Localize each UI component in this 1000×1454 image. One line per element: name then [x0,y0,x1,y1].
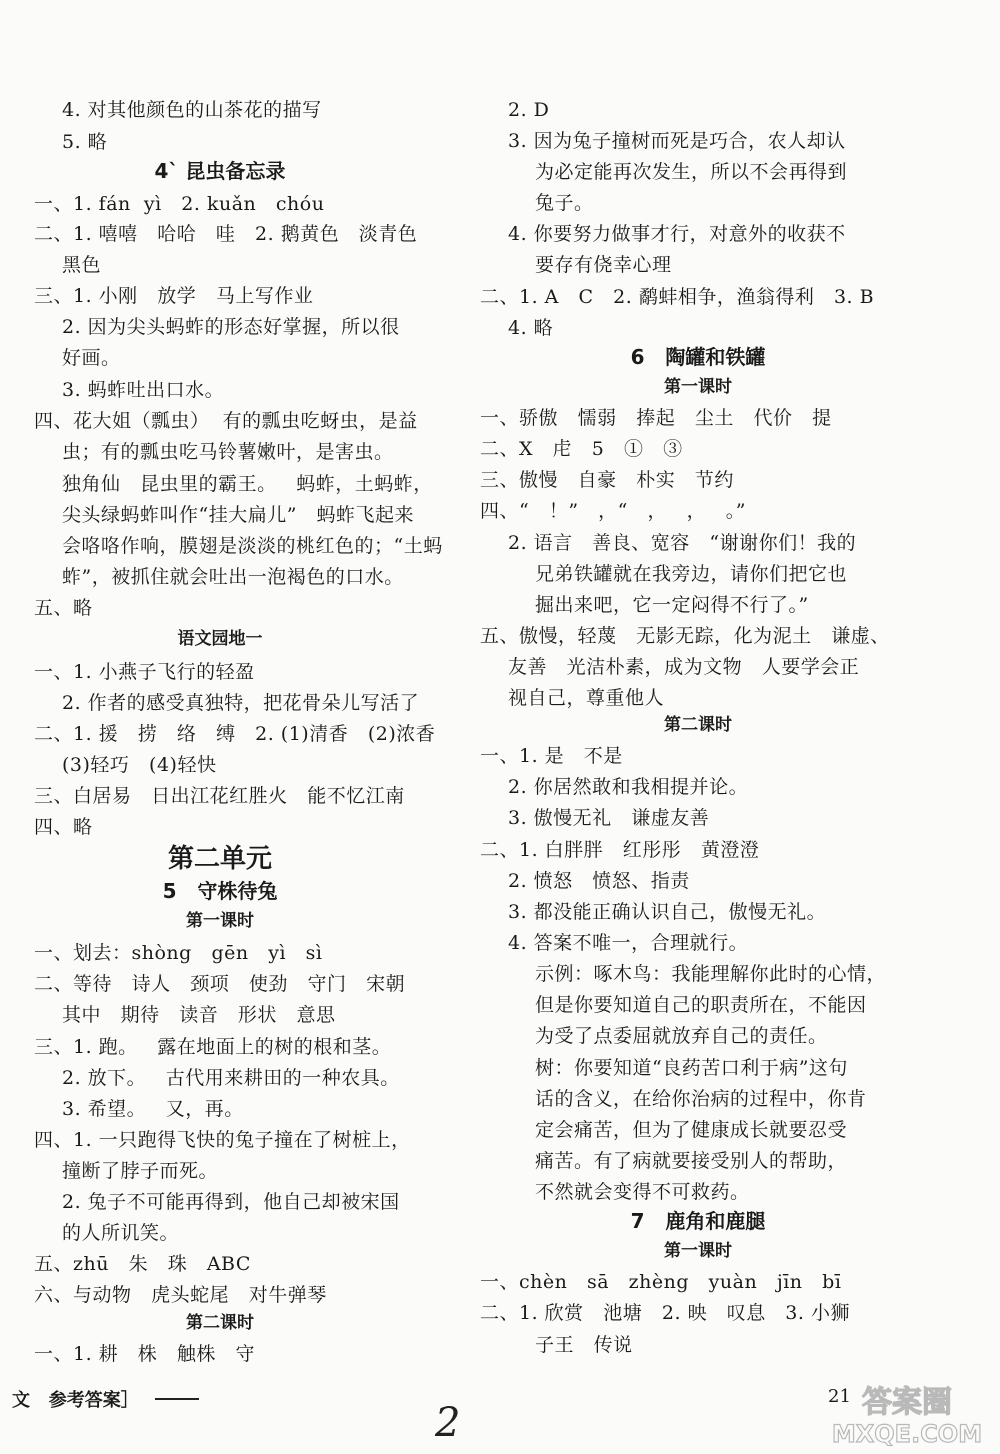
answer-line: 五、傲慢，轻蔑 无影无踪，化为泥土 谦虚、 [480,625,890,647]
answer-line: 二、1. 援 捞 络 缚 2. (1)清香 (2)浓香 [34,723,436,745]
answer-line: 尖头绿蚂蚱叫作“挂大扁儿” 蚂蚱飞起来 [62,504,415,526]
answer-line: 2. 兔子不可能再得到，他自己却被宋国 [62,1191,400,1213]
answer-line: 3. 蚂蚱吐出口水。 [62,379,225,401]
answer-line: 好画。 [62,347,121,369]
watermark-logo [822,1376,992,1448]
answer-line: 视自己，尊重他人 [508,687,665,709]
answer-line: 四、略 [34,816,93,838]
answer-line: 一、chèn sā zhèng yuàn jīn bī [480,1271,842,1293]
answer-line: 二、1. A C 2. 鹬蚌相争，渔翁得利 3. B [480,286,875,308]
answer-line: 黑色 [62,254,102,276]
lesson-heading: 4` 昆虫备忘录 [154,159,286,183]
answer-line: 二、X 虍 5 ① ③ [480,438,683,460]
answer-line: 3. 都没能正确认识自己，傲慢无礼。 [508,901,827,923]
lesson-heading: 6 陶罐和铁罐 [630,345,766,369]
answer-line: 为必定能再次发生，所以不会再得到 [535,161,848,183]
answer-line: 4. 你要努力做事才行，对意外的收获不 [508,223,846,245]
unit-heading: 第二单元 [167,844,272,874]
answer-line: 友善 光洁朴素，成为文物 人要学会正 [508,656,860,678]
answer-line: 但是你要知道自己的职责所在，不能因 [535,994,867,1016]
answer-line: 痛苦。有了病就要接受别人的帮助， [535,1150,848,1172]
answer-line: 三、白居易 日出江花红胜火 能不忆江南 [34,785,405,807]
answer-line: 蚱”，被抓住就会吐出一泡褐色的口水。 [62,566,404,588]
answer-line: 二、1. 欣赏 池塘 2. 映 叹息 3. 小狮 [480,1302,850,1324]
answer-line: 五、略 [34,597,93,619]
answer-line: 二、1. 白胖胖 红彤彤 黄澄澄 [480,839,760,861]
lesson-heading: 7 鹿角和鹿腿 [630,1209,766,1233]
session-heading: 第一课时 [664,1241,732,1261]
answer-line: 4. 对其他颜色的山茶花的描写 [62,99,322,121]
section-heading: 语文园地一 [177,629,263,649]
session-heading: 第二课时 [664,715,732,735]
answer-line: 2. 愤怒 愤怒、指责 [508,870,690,892]
answer-line: 一、1. 是 不是 [480,745,623,767]
answer-line: 2. D [508,99,550,121]
answer-line: 4. 略 [508,317,554,339]
answer-line: 为受了点委屈就放弃自己的责任。 [535,1025,828,1047]
watermark-text-top: 答案圈 [862,1385,952,1420]
answer-line: 2. 语言 善良、宽容 “谢谢你们！我的 [508,532,857,554]
answer-line: 话的含义，在给你治病的过程中，你肯 [535,1088,867,1110]
answer-line: 会咯咯作响，膜翅是淡淡的桃红色的；“土蚂 [62,535,443,557]
answer-line: 要存有侥幸心理 [535,254,672,276]
answer-line: 兔子。 [535,192,594,214]
answer-line: 撞断了脖子而死。 [62,1160,219,1182]
answer-line: 3. 希望。 又，再。 [62,1098,244,1120]
answer-line: 5. 略 [62,131,108,153]
answer-line: 不然就会变得不可救药。 [535,1181,750,1203]
page-number: 21 [828,1386,851,1407]
answer-line: 独角仙 昆虫里的霸王。 蚂蚱，土蚂蚱， [62,473,433,495]
answer-line: 子王 传说 [535,1334,633,1356]
answer-line: 一、1. fán yì 2. kuǎn chóu [34,193,325,215]
answer-line: 掘出来吧，它一定闷得不行了。” [535,594,809,616]
answer-line: 四、花大姐（瓢虫） 有的瓢虫吃蚜虫，是益 [34,410,418,432]
answer-line: 一、骄傲 懦弱 捧起 尘土 代价 提 [480,407,832,429]
answer-line: 四、“ ！” ，“ ， ， 。” [480,500,746,522]
answer-line: 4. 答案不唯一，合理就行。 [508,932,749,954]
answer-line: 四、1. 一只跑得飞快的兔子撞在了树桩上， [34,1129,411,1151]
session-heading: 第二课时 [186,1313,254,1333]
session-heading: 第一课时 [186,911,254,931]
answer-line: 示例：啄木鸟：我能理解你此时的心情， [535,963,887,985]
answer-line: 3. 因为兔子撞树而死是巧合，农人却认 [508,130,846,152]
answer-line: 3. 傲慢无礼 谦虚友善 [508,807,710,829]
answer-line: 二、1. 嘻嘻 哈哈 哇 2. 鹅黄色 淡青色 [34,223,418,245]
answer-line: 的人所讥笑。 [62,1222,180,1244]
answer-line: 三、1. 小刚 放学 马上写作业 [34,285,314,307]
answer-line: 2. 因为尖头蚂蚱的形态好掌握，所以很 [62,316,400,338]
footer-label: 文 参考答案］ [12,1390,139,1411]
answer-line: 一、1. 小燕子飞行的轻盈 [34,661,255,683]
answer-line: 2. 作者的感受真独特，把花骨朵儿写活了 [62,692,420,714]
answer-line: 定会痛苦，但为了健康成长就要忍受 [535,1119,848,1141]
answer-line: 一、划去：shòng gēn yì sì [34,942,323,964]
answer-line: 二、等待 诗人 颈项 使劲 守门 宋朝 [34,973,406,995]
answer-line: 一、1. 耕 株 触株 守 [34,1343,256,1365]
answer-line: 虫；有的瓢虫吃马铃薯嫩叶，是害虫。 [62,441,394,463]
answer-line: 六、与动物 虎头蛇尾 对牛弹琴 [34,1284,327,1306]
answer-line: 其中 期待 读音 形状 意思 [62,1004,336,1026]
handwritten-mark: 2 [435,1400,461,1446]
answer-line: 五、zhū 朱 珠 ABC [34,1253,251,1275]
footer-rule [155,1398,199,1400]
answer-line: 三、1. 跑。 露在地面上的树的根和茎。 [34,1036,392,1058]
lesson-heading: 5 守株待兔 [162,879,278,903]
answer-line: 2. 放下。 古代用来耕田的一种农具。 [62,1067,400,1089]
answer-line: 树：你要知道“良药苦口利于病”这句 [535,1057,848,1079]
session-heading: 第一课时 [664,377,732,397]
answer-line: 2. 你居然敢和我相提并论。 [508,776,749,798]
answer-line: 兄弟铁罐就在我旁边，请你们把它也 [535,563,848,585]
answer-line: 三、傲慢 自豪 朴实 节约 [480,469,734,491]
answer-line: (3)轻巧 (4)轻快 [62,754,217,776]
watermark-text-bottom: MXQE.COM [831,1420,983,1448]
